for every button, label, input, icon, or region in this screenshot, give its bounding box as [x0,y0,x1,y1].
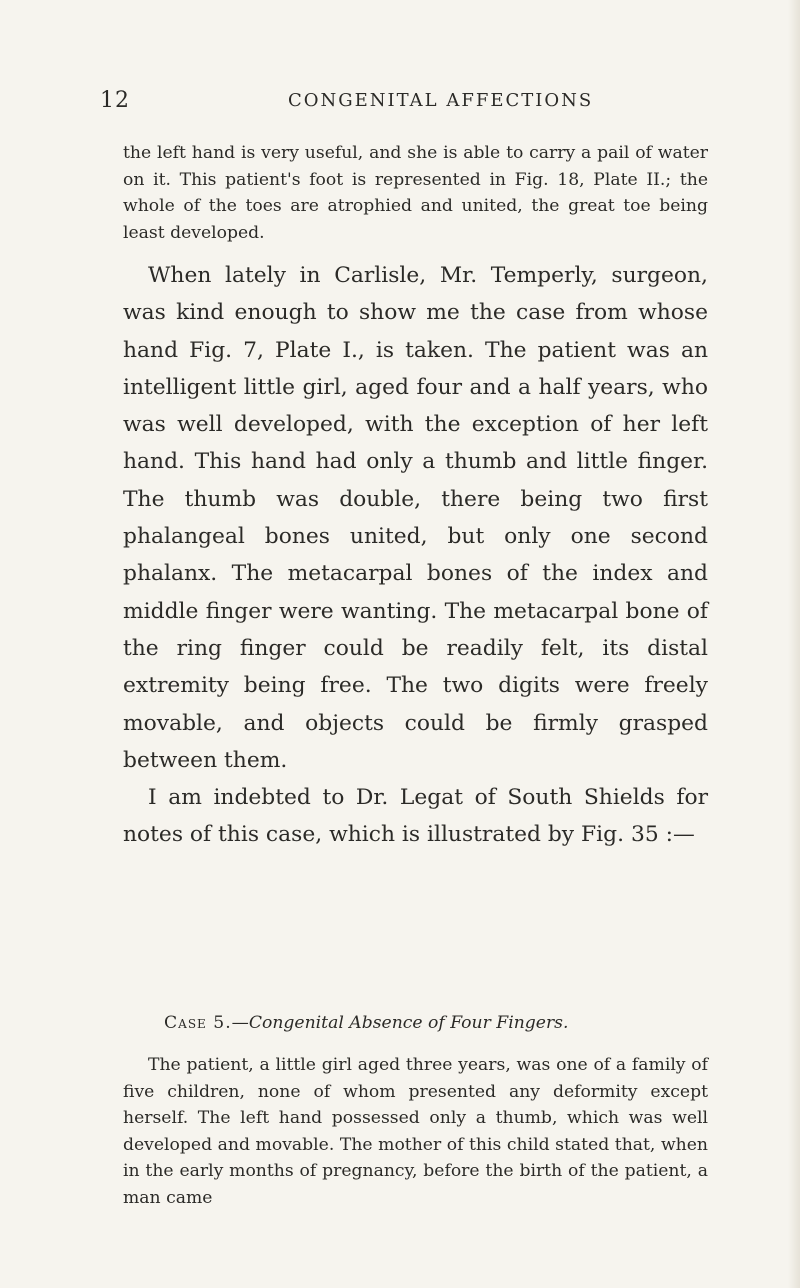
page-number: 12 [100,88,130,113]
case-heading [164,1013,568,1033]
paragraph-intro-block [123,140,708,246]
page-header [100,88,700,118]
page-edge-shadow [788,0,800,1288]
case-title: Congenital Absence of Four Fingers. [248,1013,569,1033]
case-label: Case 5. [164,1013,232,1033]
paragraph-main-block [123,257,708,854]
paragraph-case: The patient, a little girl aged three years, was one of a family of five children, none of whom presented any deformity except herself. The left hand possessed only a thumb, which was well developed and movable. The mother of this child stated that, when in the early months of pregnancy, before the birth of the patient, a man came [123,1055,708,1208]
paragraph-case-block [123,1052,708,1212]
case-dash: — [231,1013,249,1033]
paragraph-legat: I am indebted to Dr. Legat of South Shields for notes of this case, which is illustrated by Fig. 35 :— [123,785,708,848]
paragraph-intro: the left hand is very useful, and she is able to carry a pail of water on it. This patient's foot is represented in Fig. 18, Plate II.; the whole of the toes are atrophied and united, the great toe being least developed. [123,143,708,243]
paragraph-main: When lately in Carlisle, Mr. Temperly, surgeon, was kind enough to show me the case from whose hand Fig. 7, Plate I., is taken. The patient was an intelligent little girl, aged four and a half years, who was well developed, with the exception of her left hand. This hand had only a thumb and little finger. The thumb was double, there being two first phalangeal bones united, but only one second phalanx. The metacarpal bones of the index and middle finger were wanting. The metacarpal bone of the ring finger could be readily felt, its distal extremity being free. The two digits were freely movable, and objects could be firmly grasped between them. [123,263,708,773]
running-head: CONGENITAL AFFECTIONS [288,90,594,111]
